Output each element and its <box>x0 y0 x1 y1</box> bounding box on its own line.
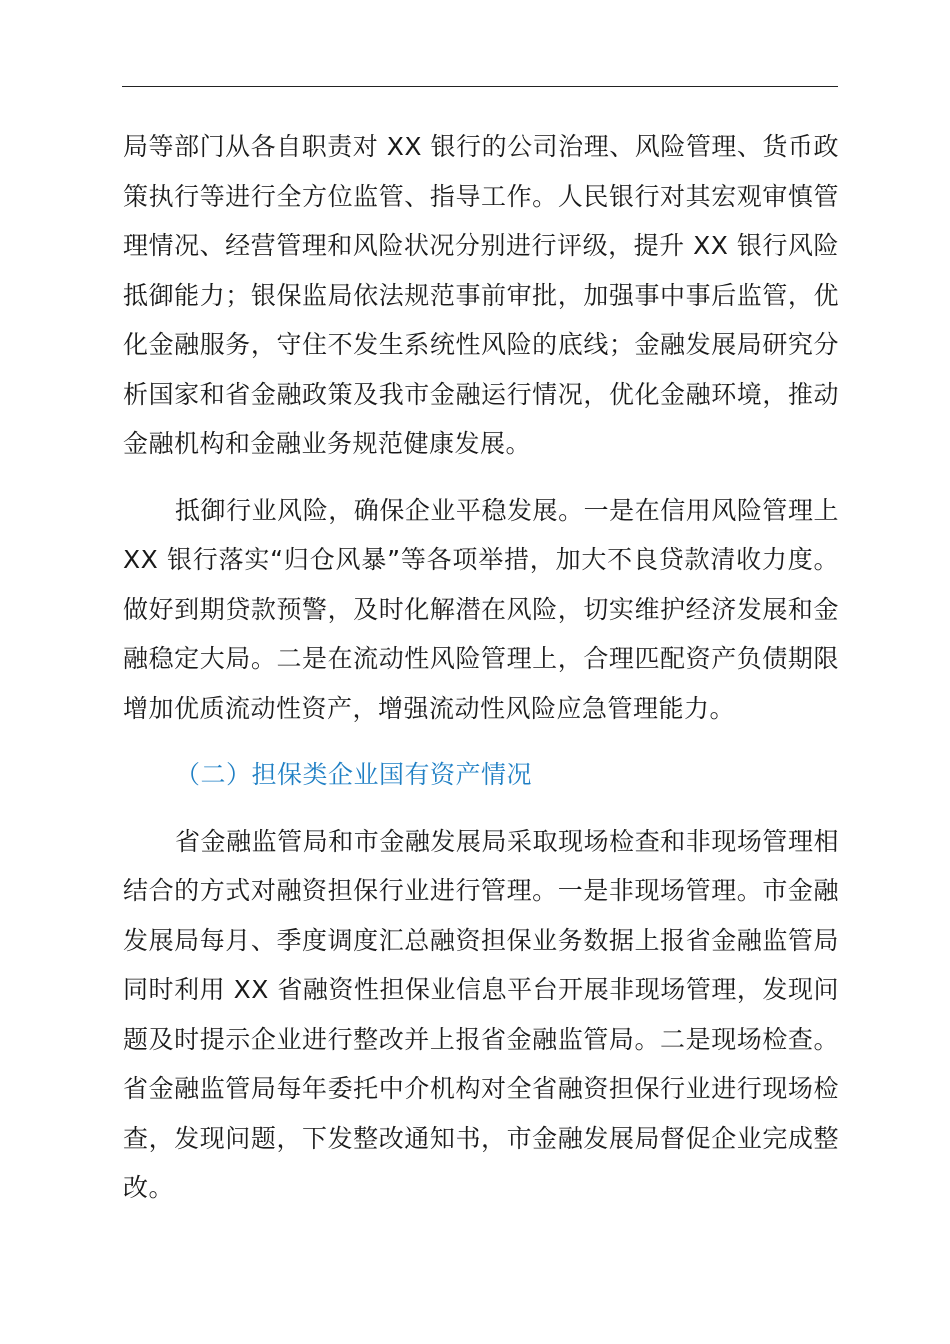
section-heading: （二）担保类企业国有资产情况 <box>175 760 533 789</box>
paragraph-guarantee-supervision: 省金融监管局和市金融发展局采取现场检查和非现场管理相结合的方式对融资担保行业进行管理。一是非现场管理。市金融发展局每月、季度调度汇总融资担保业务数据上报省金融监管局同时利用 XX 省融资性担保业信息平台开展非现场管理，发现问题及时提示企业进行整改并上报省金融监管局。二是现场检查。省金融监管局每年委托中介机构对全省融资担保行业进行现场检查，发现问题，下发整改通知书，市金融发展局督促企业完成整改。 <box>123 826 839 1202</box>
document-body <box>123 122 839 1213</box>
header-rule <box>122 86 838 87</box>
paragraph-continuation: 局等部门从各自职责对 XX 银行的公司治理、风险管理、货币政策执行等进行全方位监管、指导工作。人民银行对其宏观审慎管理情况、经营管理和风险状况分别进行评级，提升 XX 银行风险抵御能力；银保监局依法规范事前审批，加强事中事后监管，优化金融服务，守住不发生系统性风险的底线；金融发展局研究分析国家和省金融政策及我市金融运行情况，优化金融环境，推动金融机构和金融业务规范健康发展。 <box>123 132 839 458</box>
paragraph-industry-risk: 抵御行业风险，确保企业平稳发展。一是在信用风险管理上XX 银行落实“归仓风暴”等各项举措，加大不良贷款清收力度。做好到期贷款预警，及时化解潜在风险，切实维护经济发展和金融稳定大局。二是在流动性风险管理上，合理匹配资产负债期限增加优质流动性资产，增强流动性风险应急管理能力。 <box>123 495 839 723</box>
